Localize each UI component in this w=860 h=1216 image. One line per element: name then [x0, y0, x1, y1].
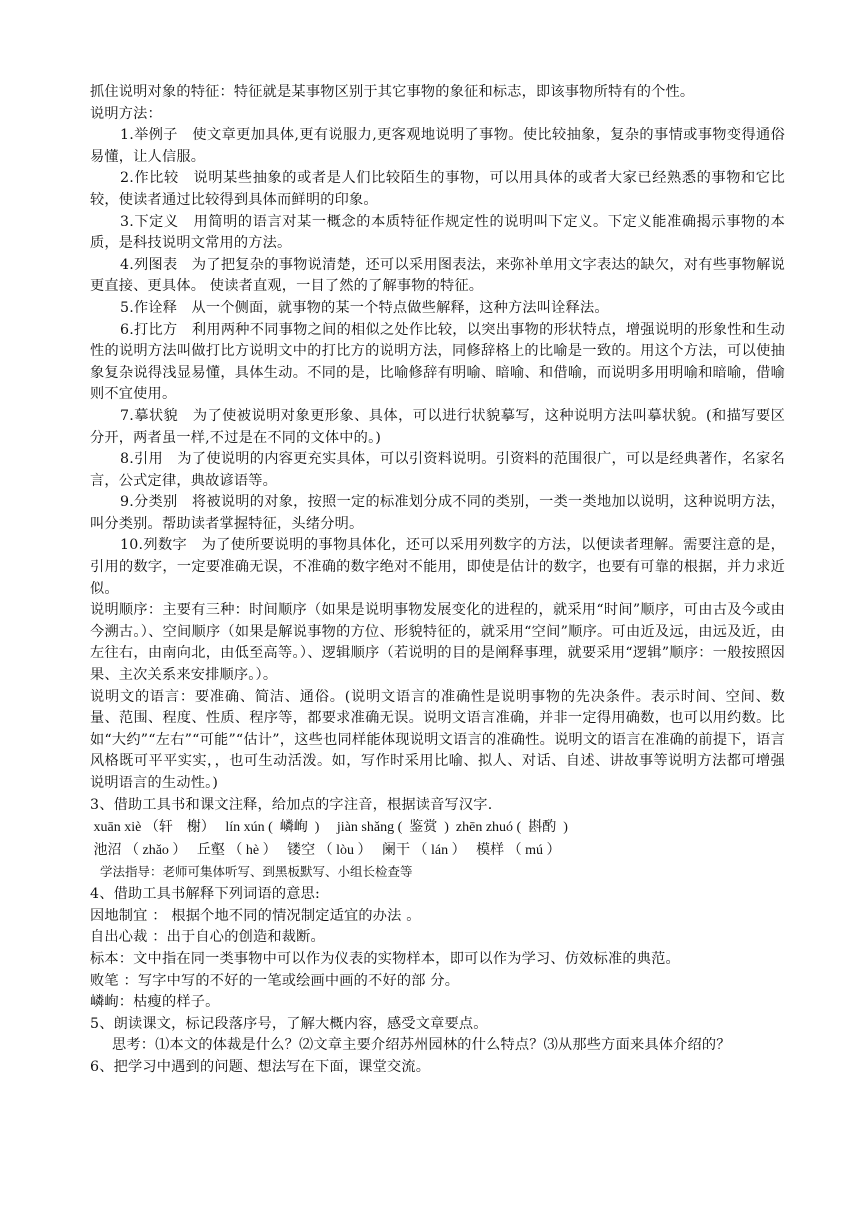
- term-biaoben: 标本：文中指在同一类事物中可以作为仪表的实物样本，即可以作为学习、仿效标准的典范。: [90, 950, 680, 967]
- term-yindizhiyi: 因地制宜 ： 根据个地不同的情况制定适宜的办法 。: [90, 907, 421, 924]
- explanation-language: 说明文的语言：要准确、简洁、通俗。(说明文语言的准确性是说明事物的先决条件。表示时间、空间、数量、范围、程度、性质、程序等，都要求准确无误。说明文语言准确，并非一定得用确数，也可以用约数。比如“大约”“左右”“可能”“估计”，这些也同样能体现说明文语言的准确性。说明文的语言在准确的前提下，语言风格既可平平实实，，也可生动活泼。如，写作时采用比喻、拟人、对话、自述、讲故事等说明方法都可增强说明语言的生动性。): [90, 688, 785, 791]
- method-analogy: 6.打比方 利用两种不同事物之间的相似之处作比较，以突出事物的形状特点，增强说明的形象性和生动性的说明方法叫做打比方说明文中的打比方的说明方法，同修辞格上的比喻是一致的。用这个方法，可以使抽象复杂说得浅显易懂，具体生动。不同的是，比喻修辞有明喻、暗喻、和借喻，而说明多用明喻和暗喻，借喻则不宜使用。: [90, 321, 785, 403]
- intro-paragraph: 抓住说明对象的特征：特征就是某事物区别于其它事物的象征和标志，即该事物所特有的个性。: [90, 84, 695, 100]
- method-description: 7.摹状貌 为了使被说明对象更形象、具体，可以进行状貌摹写，这种说明方法叫摹状貌。(和描写要区分开，两者虽一样,不过是在不同的文体中的。): [90, 407, 785, 446]
- section3-title: 3、借助工具书和课文注释，给加点的字注音，根据读音写汉字.: [90, 796, 493, 813]
- section6-title: 6、把学习中遇到的问题、想法写在下面，课堂交流。: [90, 1058, 431, 1075]
- term-baibi: 败笔 ：写字中写的不好的一笔或绘画中画的不好的部 分。: [90, 972, 460, 989]
- pinyin-row-1: xuān xiè （轩 榭） lín xún ( 嶙峋 ) jiàn shǎng ( 鉴赏 ) zhēn zhuó ( 斟酌 ): [90, 820, 568, 836]
- method-interpretation: 5.作诠释 从一个侧面，就事物的某一个特点做些解释，这种方法叫诠释法。: [120, 299, 609, 316]
- study-guide: 学法指导：老师可集体听写、到黑板默写、小组长检查等: [100, 864, 413, 880]
- section5-question: 思考：⑴本文的体裁是什么？⑵文章主要介绍苏州园林的什么特点？⑶从那些方面来具体介绍的？: [112, 1037, 731, 1054]
- pinyin-row-2: 池沼 （ zhǎo ） 丘壑 （ hè ） 镂空 （ lòu ） 阑干 （ lán ） 模样 （ mú ）: [90, 843, 561, 859]
- section5-title: 5、朗读课文，标记段落序号，了解大概内容，感受文章要点。: [90, 1015, 488, 1032]
- method-numbers: 10.列数字 为了使所要说明的事物具体化，还可以采用列数字的方法，以便读者理解。需要注意的是，引用的数字，一定要准确无误，不准确的数字绝对不能用，即使是估计的数字，也要有可靠的根据，并力求近似。: [90, 537, 785, 597]
- term-linxun: 嶙峋：枯瘦的样子。: [90, 994, 220, 1011]
- method-comparison: 2.作比较 说明某些抽象的或者是人们比较陌生的事物，可以用具体的或者大家已经熟悉的事物和它比较，使读者通过比较得到具体而鲜明的印象。: [90, 170, 785, 208]
- method-example: 1.举例子 使文章更加具体,更有说服力,更客观地说明了事物。使比较抽象，复杂的事情或事物变得通俗易懂，让人信服。: [90, 127, 785, 165]
- method-definition: 3.下定义 用简明的语言对某一概念的本质特征作规定性的说明叫下定义。下定义能准确揭示事物的本质，是科技说明文常用的方法。: [90, 213, 785, 252]
- document-page: [90, 82, 785, 1079]
- methods-title: 说明方法：: [90, 105, 162, 122]
- method-chart: 4.列图表 为了把复杂的事物说清楚，还可以采用图表法，来弥补单用文字表达的缺欠，对有些事物解说更直接、更具体。 使读者直观，一目了然的了解事物的特征。: [90, 256, 785, 295]
- term-zichuxincai: 自出心裁 ：出于自心的创造和裁断。: [90, 929, 325, 946]
- explanation-order: 说明顺序：主要有三种：时间顺序（如果是说明事物发展变化的进程的，就采用“时间”顺序，可由古及今或由今溯古。）、空间顺序（如果是解说事物的方位、形貌特征的，就采用“空间”顺序。可由近及远，由远及近，由左往右，由南向北，由低至高等。）、逻辑顺序（若说明的目的是阐释事理，就要采用“逻辑”顺序：一般按照因果、主次关系来安排顺序。）。: [90, 602, 785, 684]
- method-quotation: 8.引用 为了使说明的内容更充实具体，可以引资料说明。引资料的范围很广，可以是经典著作，名家名言，公式定律，典故谚语等。: [90, 451, 785, 489]
- section4-title: 4、借助工具书解释下列词语的意思:: [90, 886, 321, 903]
- method-classification: 9.分类别 将被说明的对象，按照一定的标准划分成不同的类别，一类一类地加以说明，这种说明方法，叫分类别。帮助读者掌握特征，头绪分明。: [90, 494, 785, 532]
